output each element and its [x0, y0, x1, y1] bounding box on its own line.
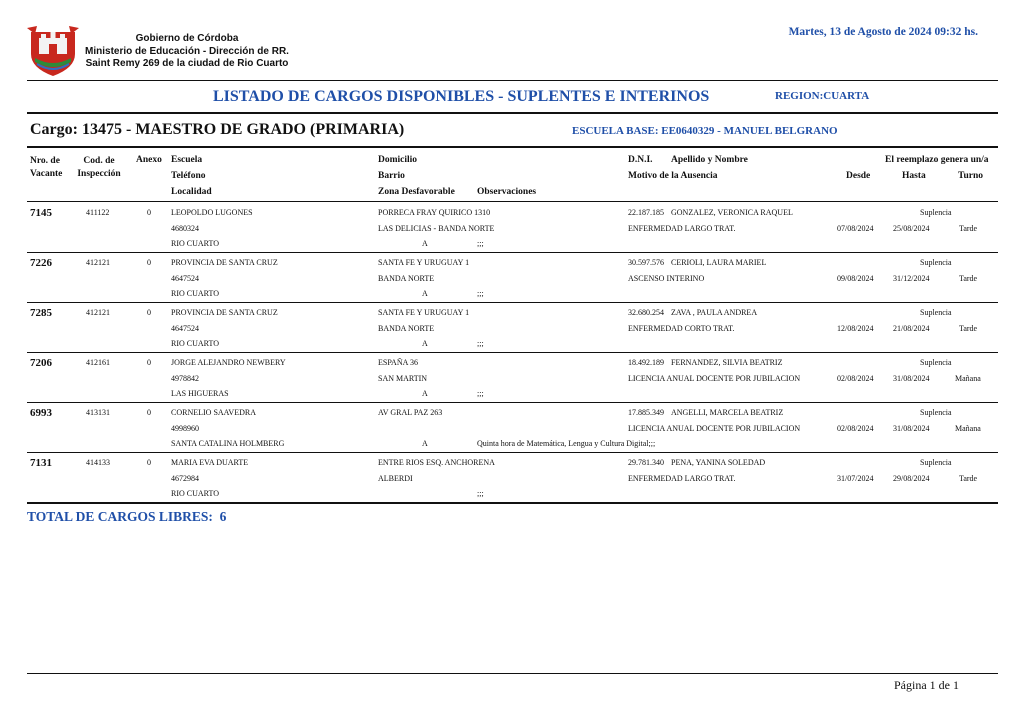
- vacante-number: 7145: [30, 207, 52, 219]
- observaciones-value: ;;;: [477, 239, 484, 248]
- dni-value: 30.597.576: [628, 258, 664, 267]
- telefono-value: 4647524: [171, 274, 199, 283]
- motivo-ausencia-value: ENFERMEDAD LARGO TRAT.: [628, 224, 736, 233]
- motivo-ausencia-value: ENFERMEDAD CORTO TRAT.: [628, 324, 735, 333]
- col-cod-inspeccion-line1: Cod. de: [83, 156, 115, 166]
- barrio-value: SAN MARTIN: [378, 374, 428, 383]
- hasta-date: 29/08/2024: [893, 474, 930, 483]
- col-barrio: Barrio: [378, 171, 405, 181]
- motivo-ausencia-value: ASCENSO INTERINO: [628, 274, 705, 283]
- desde-date: 09/08/2024: [837, 274, 874, 283]
- localidad-value: RIO CUARTO: [171, 239, 220, 248]
- telefono-value: 4680324: [171, 224, 199, 233]
- hasta-date: 31/08/2024: [893, 374, 930, 383]
- motivo-ausencia-value: LICENCIA ANUAL DOCENTE POR JUBILACION: [628, 374, 801, 383]
- turno-value: Tarde: [959, 324, 978, 333]
- row-divider: [27, 502, 998, 504]
- col-zona-desfavorable: Zona Desfavorable: [378, 187, 455, 197]
- vacante-number: 7285: [30, 307, 52, 319]
- page-number: Página 1 de 1: [894, 678, 959, 692]
- localidad-value: LAS HIGUERAS: [171, 389, 229, 398]
- reemplazo-tipo: Suplencia: [920, 408, 952, 417]
- col-apellido-nombre: Apellido y Nombre: [671, 155, 748, 165]
- apellido-nombre-value: FERNANDEZ, SILVIA BEATRIZ: [671, 358, 783, 367]
- col-localidad: Localidad: [171, 187, 212, 197]
- escuela-name: CORNELIO SAAVEDRA: [171, 408, 256, 417]
- col-hasta: Hasta: [902, 171, 926, 181]
- row-divider: [27, 302, 998, 303]
- col-observaciones: Observaciones: [477, 187, 537, 197]
- anexo-value: 0: [147, 208, 151, 217]
- col-turno: Turno: [958, 171, 983, 181]
- desde-date: 31/07/2024: [837, 474, 874, 483]
- col-motivo-ausencia: Motivo de la Ausencia: [628, 171, 718, 181]
- col-desde: Desde: [846, 171, 871, 181]
- reemplazo-tipo: Suplencia: [920, 208, 952, 217]
- turno-value: Tarde: [959, 274, 978, 283]
- hasta-date: 21/08/2024: [893, 324, 930, 333]
- localidad-value: RIO CUARTO: [171, 489, 220, 498]
- observaciones-value: ;;;: [477, 389, 484, 398]
- desde-date: 12/08/2024: [837, 324, 874, 333]
- zona-desfavorable-value: A: [422, 239, 428, 248]
- desde-date: 07/08/2024: [837, 224, 874, 233]
- hasta-date: 31/12/2024: [893, 274, 930, 283]
- escuela-name: PROVINCIA DE SANTA CRUZ: [171, 258, 278, 267]
- barrio-value: BANDA NORTE: [378, 274, 435, 283]
- escuela-name: MARIA EVA DUARTE: [171, 458, 249, 467]
- col-nro-vacante-line1: Nro. de: [30, 156, 60, 166]
- cordoba-coat-of-arms-logo: [27, 24, 79, 80]
- turno-value: Mañana: [955, 424, 981, 433]
- localidad-value: RIO CUARTO: [171, 339, 220, 348]
- vacante-number: 6993: [30, 407, 52, 419]
- barrio-value: BANDA NORTE: [378, 324, 435, 333]
- hasta-date: 31/08/2024: [893, 424, 930, 433]
- cod-inspeccion: 412161: [86, 358, 110, 367]
- barrio-value: ALBERDI: [378, 474, 413, 483]
- region-label: REGION:CUARTA: [775, 90, 870, 102]
- turno-value: Tarde: [959, 224, 978, 233]
- telefono-value: 4998960: [171, 424, 199, 433]
- apellido-nombre-value: ANGELLI, MARCELA BEATRIZ: [671, 408, 784, 417]
- ministry-address: Saint Remy 269 de la ciudad de Rio Cuarto: [85, 58, 289, 69]
- observaciones-value: ;;;: [477, 339, 484, 348]
- motivo-ausencia-value: ENFERMEDAD LARGO TRAT.: [628, 474, 736, 483]
- observaciones-value: Quinta hora de Matemática, Lengua y Cultura Digital;;;: [477, 439, 656, 448]
- col-telefono: Teléfono: [171, 171, 206, 181]
- anexo-value: 0: [147, 408, 151, 417]
- dni-value: 17.885.349: [628, 408, 664, 417]
- row-divider: [27, 452, 998, 453]
- cod-inspeccion: 412121: [86, 308, 110, 317]
- telefono-value: 4672984: [171, 474, 199, 483]
- zona-desfavorable-value: A: [422, 389, 428, 398]
- observaciones-value: ;;;: [477, 489, 484, 498]
- ministry-name: Ministerio de Educación - Dirección de RR.: [85, 45, 289, 57]
- zona-desfavorable-value: A: [422, 339, 428, 348]
- escuela-base-label: ESCUELA BASE: EE0640329 - MANUEL BELGRANO: [572, 125, 838, 137]
- domicilio-value: AV GRAL PAZ 263: [378, 408, 443, 417]
- vacante-number: 7206: [30, 357, 52, 369]
- anexo-value: 0: [147, 258, 151, 267]
- observaciones-value: ;;;: [477, 289, 484, 298]
- zona-desfavorable-value: A: [422, 439, 428, 448]
- domicilio-value: ESPAÑA 36: [378, 358, 418, 367]
- col-nro-vacante-line2: Vacante: [30, 169, 63, 179]
- cod-inspeccion: 412121: [86, 258, 110, 267]
- hasta-date: 25/08/2024: [893, 224, 930, 233]
- col-reemplazo-genera: El reemplazo genera un/a: [885, 155, 989, 165]
- col-escuela: Escuela: [171, 155, 203, 165]
- col-dni: D.N.I.: [628, 155, 653, 165]
- telefono-value: 4978842: [171, 374, 199, 383]
- total-cargos-libres: TOTAL DE CARGOS LIBRES: 6: [27, 509, 227, 524]
- reemplazo-tipo: Suplencia: [920, 358, 952, 367]
- motivo-ausencia-value: LICENCIA ANUAL DOCENTE POR JUBILACION: [628, 424, 801, 433]
- domicilio-value: PORRECA FRAY QUIRICO 1310: [378, 208, 491, 217]
- cod-inspeccion: 414133: [86, 458, 110, 467]
- domicilio-value: ENTRE RIOS ESQ. ANCHORENA: [378, 458, 495, 467]
- desde-date: 02/08/2024: [837, 374, 874, 383]
- domicilio-value: SANTA FE Y URUGUAY 1: [378, 308, 470, 317]
- cod-inspeccion: 413131: [86, 408, 110, 417]
- vacante-number: 7131: [30, 457, 52, 469]
- localidad-value: RIO CUARTO: [171, 289, 220, 298]
- anexo-value: 0: [147, 458, 151, 467]
- zona-desfavorable-value: A: [422, 289, 428, 298]
- desde-date: 02/08/2024: [837, 424, 874, 433]
- dni-value: 22.187.185: [628, 208, 664, 217]
- localidad-value: SANTA CATALINA HOLMBERG: [171, 439, 285, 448]
- anexo-value: 0: [147, 358, 151, 367]
- row-divider: [27, 252, 998, 253]
- dni-value: 18.492.189: [628, 358, 664, 367]
- vacante-number: 7226: [30, 257, 52, 269]
- escuela-name: JORGE ALEJANDRO NEWBERY: [171, 358, 286, 367]
- reemplazo-tipo: Suplencia: [920, 258, 952, 267]
- apellido-nombre-value: PENA, YANINA SOLEDAD: [671, 458, 766, 467]
- report-title: LISTADO DE CARGOS DISPONIBLES - SUPLENTES E INTERINOS: [213, 88, 710, 105]
- col-domicilio: Domicilio: [378, 155, 418, 165]
- reemplazo-tipo: Suplencia: [920, 308, 952, 317]
- anexo-value: 0: [147, 308, 151, 317]
- escuela-name: PROVINCIA DE SANTA CRUZ: [171, 308, 278, 317]
- escuela-name: LEOPOLDO LUGONES: [171, 208, 253, 217]
- col-cod-inspeccion-line2: Inspección: [77, 169, 121, 179]
- cargo-title: Cargo: 13475 - MAESTRO DE GRADO (PRIMARIA): [30, 121, 405, 138]
- dni-value: 29.781.340: [628, 458, 664, 467]
- dni-value: 32.680.254: [628, 308, 664, 317]
- reemplazo-tipo: Suplencia: [920, 458, 952, 467]
- apellido-nombre-value: ZAVA , PAULA ANDREA: [671, 308, 758, 317]
- barrio-value: LAS DELICIAS - BANDA NORTE: [378, 224, 495, 233]
- turno-value: Tarde: [959, 474, 978, 483]
- domicilio-value: SANTA FE Y URUGUAY 1: [378, 258, 470, 267]
- government-name: Gobierno de Córdoba: [135, 33, 239, 44]
- col-anexo: Anexo: [136, 155, 162, 165]
- apellido-nombre-value: GONZALEZ, VERONICA RAQUEL: [671, 208, 793, 217]
- row-divider: [27, 352, 998, 353]
- report-datetime: Martes, 13 de Agosto de 2024 09:32 hs.: [788, 26, 978, 38]
- apellido-nombre-value: CERIOLI, LAURA MARIEL: [671, 258, 767, 267]
- turno-value: Mañana: [955, 374, 981, 383]
- row-divider: [27, 402, 998, 403]
- cod-inspeccion: 411122: [86, 208, 110, 217]
- telefono-value: 4647524: [171, 324, 199, 333]
